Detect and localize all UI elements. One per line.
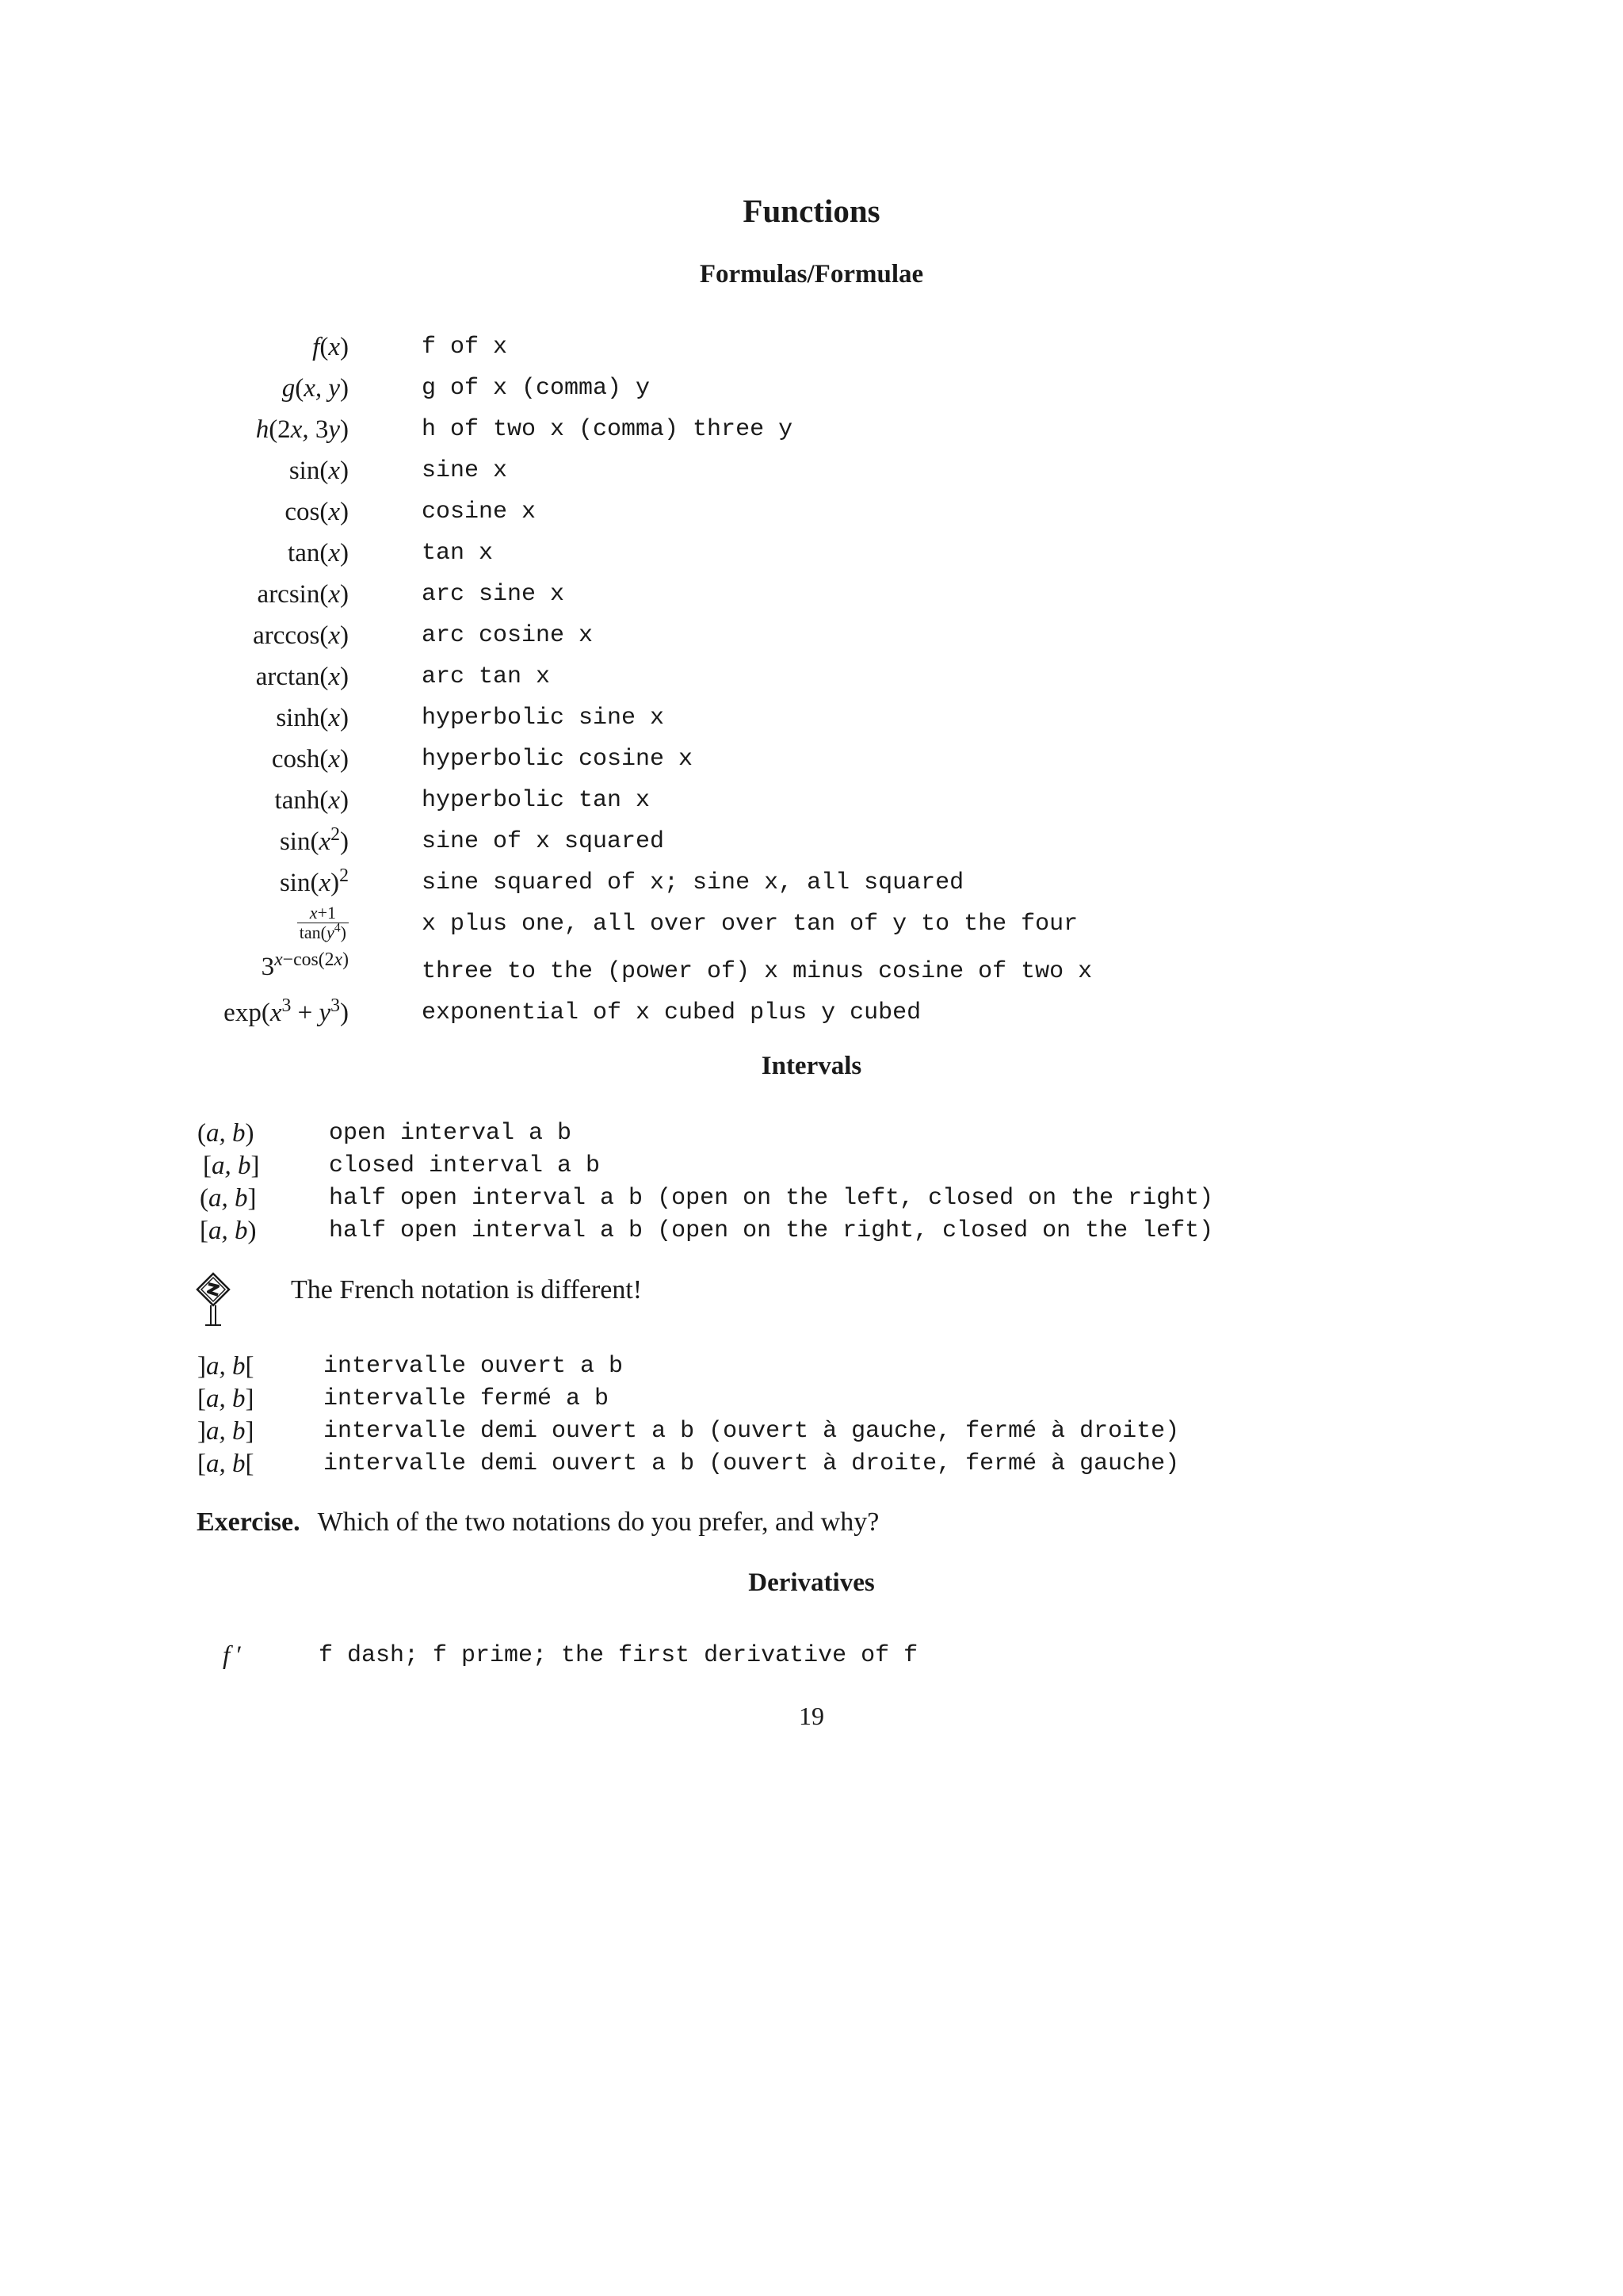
formula-reading: three to the (power of) x minus cosine of two x bbox=[422, 958, 1093, 985]
interval-expression: ]a, b] bbox=[197, 1417, 254, 1446]
interval-expression: (a, b] bbox=[200, 1184, 257, 1213]
interval-reading: half open interval a b (open on the left, closed on the right) bbox=[329, 1185, 1214, 1212]
formula-expression: f(x) bbox=[312, 333, 349, 361]
formula-reading: hyperbolic sine x bbox=[422, 705, 665, 732]
interval-reading: closed interval a b bbox=[329, 1152, 601, 1179]
section-heading-formulas: Formulas/Formulae bbox=[699, 260, 924, 288]
formula-expression: arcsin(x) bbox=[257, 580, 349, 609]
formula-expression: h(2x, 3y) bbox=[255, 415, 349, 444]
formula-reading: cosine x bbox=[422, 499, 537, 525]
formula-expression: sin(x) bbox=[288, 457, 349, 485]
formula-expression: cosh(x) bbox=[271, 745, 349, 774]
interval-expression: (a, b) bbox=[197, 1119, 254, 1148]
derivative-expression: f ′ bbox=[223, 1641, 242, 1670]
formula-reading: sine x bbox=[422, 457, 508, 484]
formula-reading: hyperbolic cosine x bbox=[422, 746, 693, 773]
formula-expression: $3^{x-cos(2x)}$ bbox=[261, 949, 349, 981]
dangerous-bend-icon bbox=[196, 1272, 231, 1328]
interval-reading: intervalle ouvert a b bbox=[323, 1353, 624, 1380]
formula-expression: arctan(x) bbox=[255, 663, 349, 691]
interval-reading: intervalle demi ouvert a b (ouvert à droite, fermé à gauche) bbox=[323, 1450, 1180, 1477]
formula-expression: cos(x) bbox=[285, 498, 349, 526]
exercise-label: Exercise. bbox=[197, 1507, 300, 1537]
warning-note: The French notation is different! bbox=[291, 1275, 643, 1305]
formula-reading: exponential of x cubed plus y cubed bbox=[422, 999, 922, 1026]
section-heading-intervals: Intervals bbox=[761, 1052, 862, 1080]
interval-reading: intervalle demi ouvert a b (ouvert à gauche, fermé à droite) bbox=[323, 1418, 1180, 1445]
exercise-text: Which of the two notations do you prefer, and why? bbox=[317, 1507, 880, 1537]
interval-reading: intervalle fermé a b bbox=[323, 1385, 609, 1412]
interval-expression: [a, b] bbox=[197, 1385, 254, 1413]
section-heading-derivatives: Derivatives bbox=[748, 1568, 875, 1597]
interval-reading: half open interval a b (open on the right, closed on the left) bbox=[329, 1217, 1214, 1244]
formula-expression: sinh(x) bbox=[276, 704, 349, 732]
interval-expression: [a, b] bbox=[203, 1152, 260, 1180]
formula-expression: $\sin(x^2)$ bbox=[279, 824, 349, 856]
formula-expression: $\sin(x)^2$ bbox=[279, 865, 349, 897]
interval-expression: [a, b) bbox=[200, 1217, 257, 1245]
formula-reading: hyperbolic tan x bbox=[422, 787, 651, 814]
formula-expression: arccos(x) bbox=[253, 621, 349, 650]
formula-reading: g of x (comma) y bbox=[422, 375, 651, 402]
formula-reading: arc tan x bbox=[422, 663, 551, 690]
derivative-reading: f dash; f prime; the first derivative of f bbox=[319, 1642, 918, 1669]
interval-expression: ]a, b[ bbox=[197, 1352, 254, 1381]
formula-reading: arc sine x bbox=[422, 581, 565, 608]
interval-expression: [a, b[ bbox=[197, 1450, 254, 1478]
page-title: Functions bbox=[743, 193, 880, 229]
exercise-paragraph bbox=[197, 1507, 879, 1538]
page-number: 19 bbox=[799, 1702, 824, 1730]
formula-reading: h of two x (comma) three y bbox=[422, 416, 793, 443]
fraction: $\frac{x+1}{\tan(y^4)}$ bbox=[297, 904, 349, 942]
formula-reading: sine squared of x; sine x, all squared bbox=[422, 869, 964, 896]
formula-expression: g(x, y) bbox=[281, 374, 349, 403]
interval-reading: open interval a b bbox=[329, 1120, 572, 1147]
formula-expression: tan(x) bbox=[288, 539, 349, 567]
formula-expression: tanh(x) bbox=[274, 786, 349, 815]
formula-reading: x plus one, all over over tan of y to the four bbox=[422, 911, 1079, 938]
formula-expression bbox=[190, 904, 349, 942]
formula-reading: sine of x squared bbox=[422, 828, 665, 855]
formula-reading: arc cosine x bbox=[422, 622, 594, 649]
formula-reading: f of x bbox=[422, 334, 508, 361]
formula-expression: $\exp(x^3 + y^3)$ bbox=[223, 995, 349, 1027]
formula-reading: tan x bbox=[422, 540, 494, 567]
